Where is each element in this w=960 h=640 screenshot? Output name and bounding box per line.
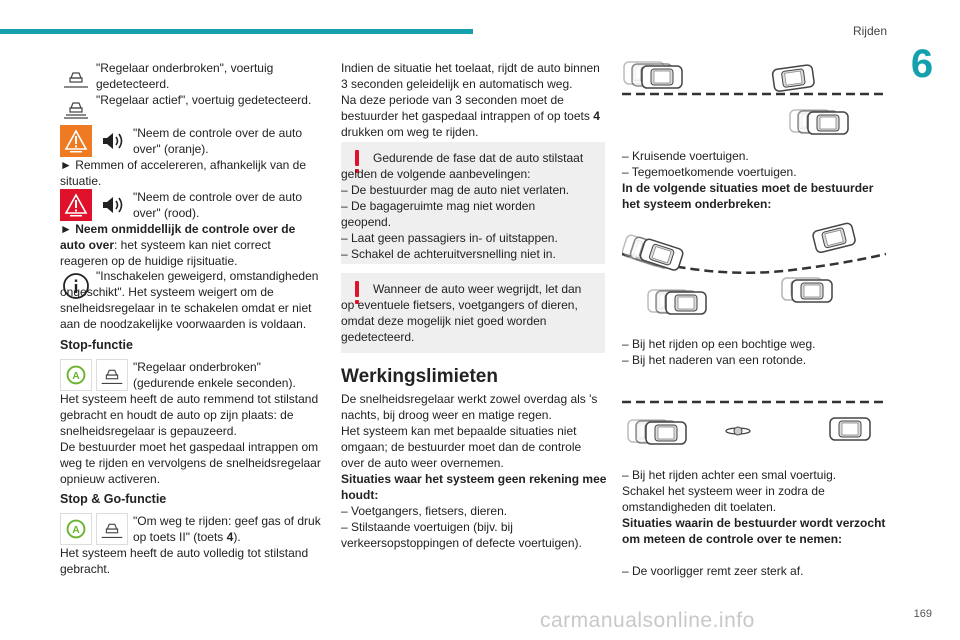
text-stop-icon: "Regelaar onderbroken" (gedurende enkele seconden). xyxy=(133,360,296,390)
text-immediate-rest: : het systeem kan niet correct reageren op de huidige rijsituatie. xyxy=(60,238,271,268)
svg-text:A: A xyxy=(72,525,80,537)
vehicle-icon xyxy=(96,359,128,391)
text-stopgo-body: Het systeem heeft de auto volledig tot stilstand gebracht. xyxy=(60,546,309,576)
text-stop-body: Het systeem heeft de auto remmend tot stilstand gebracht en houdt de auto op zijn plaats: de snelheidsregelaar is gepauzeerd. De bestuurder moet het gaspedaal intrappen om weg te rijden en vervolgens de snelheidsregelaar opnieuw activeren. xyxy=(60,392,321,486)
text-immediate-bold: ► Neem onmiddellijk de controle over de auto over xyxy=(60,222,296,252)
text-intro-b: drukken om weg te rijden. xyxy=(341,125,479,139)
text-stopgo-b: ). xyxy=(233,530,241,544)
vehicle-icon xyxy=(96,513,128,545)
page-number: 169 xyxy=(913,608,932,620)
note-box xyxy=(341,142,605,264)
text-limits-body: De snelheidsregelaar werkt zowel overdag als 's nachts, bij droog weer en matige regen. Het systeem kan met bepaalde situaties niet omgaan; de bestuurder moet dan de controle over de auto weer overnemen. xyxy=(341,392,598,470)
header-accent-bar xyxy=(0,29,473,34)
narrow-vehicle-illustration xyxy=(622,392,886,456)
section-title: Rijden xyxy=(852,24,887,38)
text-narrow: – Bij het rijden achter een smal voertuig. Schakel het systeem weer in zodra de omstandigheden dit toelaten. xyxy=(622,468,837,514)
acc-green-icon xyxy=(60,359,92,391)
text-bends: – Bij het rijden op een bochtige weg. – Bij het naderen van een rotonde. xyxy=(622,337,816,367)
speaker-icon xyxy=(96,189,128,221)
text-interrupted-vehicle: "Regelaar onderbroken", voertuig gedetecteerd. xyxy=(96,61,274,91)
text-intro-a: Indien de situatie het toelaat, rijdt de auto binnen 3 seconden geleidelijk en automatisch weg. Na deze periode van 3 seconden moet de bestuurder het gaspedaal intrappen of op toets xyxy=(341,61,600,123)
text-takeover-orange: "Neem de controle over de auto over" (oranje). xyxy=(133,126,303,156)
text-active-vehicle: "Regelaar actief", voertuig gedetecteerd. xyxy=(96,93,312,107)
watermark: carmanualsonline.info xyxy=(540,609,755,632)
stop-heading: Stop-functie xyxy=(60,338,133,352)
warning-red-icon xyxy=(60,189,92,221)
note-cyclists-text: Wanneer de auto weer wegrijdt, let dan op eventuele fietsers, voetgangers of dieren, omdat deze mogelijk niet goed worden gedetecteerd. xyxy=(341,282,582,344)
text-not-detected-list: – Voetgangers, fietsers, dieren. – Stilstaande voertuigen (bijv. bij verkeersopstoppingen of defecte voertuigen). xyxy=(341,504,582,550)
crossing-vehicles-illustration xyxy=(622,56,886,140)
text-brake-accelerate: ► Remmen of accelereren, afhankelijk van de situatie. xyxy=(60,158,306,188)
chapter-number: 6 xyxy=(910,42,934,86)
vehicle-icon xyxy=(60,60,92,92)
takeover-heading: Situaties waarin de bestuurder wordt verzocht om meteen de controle over te nemen: xyxy=(622,516,886,546)
text-crossing: – Kruisende voertuigen. – Tegemoetkomende voertuigen. xyxy=(622,149,797,179)
limits-heading: Werkingslimieten xyxy=(341,366,498,387)
not-detected-heading: Situaties waar het systeem geen rekening mee houdt: xyxy=(341,472,607,502)
speaker-icon xyxy=(96,125,128,157)
text-intro xyxy=(341,60,607,140)
text-stopgo-icon xyxy=(133,513,323,545)
text-immediate-takeover xyxy=(60,221,322,269)
text-activation-refused: "Inschakelen geweigerd, omstandigheden ongeschikt". Het systeem weigert om de snelheidsregelaar in te schakelen omdat er niet aan de noodzakelijke voorwaarden is voldaan. xyxy=(60,269,319,331)
curved-road-illustration xyxy=(622,220,886,330)
note-box xyxy=(341,273,605,353)
key-4: 4 xyxy=(226,530,234,544)
text-takeover-red: "Neem de controle over de auto over" (rood). xyxy=(133,190,303,220)
warning-orange-icon xyxy=(60,125,92,157)
svg-text:A: A xyxy=(72,371,80,383)
stopgo-heading: Stop & Go-functie xyxy=(60,492,167,506)
interrupt-heading: In de volgende situaties moet de bestuurder het systeem onderbreken: xyxy=(622,181,874,211)
acc-green-icon xyxy=(60,513,92,545)
note-standstill-text: Gedurende de fase dat de auto stilstaat gelden de volgende aanbevelingen: – De bestuurder mag de auto niet verlaten. – De bagageruimte mag niet worden geopend. – Laat geen passagiers in- of uitstappen. – Schakel de achteruitversnelling niet in. xyxy=(341,151,584,261)
vehicle-icon xyxy=(60,92,92,124)
text-stopgo-a: "Om weg te rijden: geef gas of druk op toets II" (toets xyxy=(133,514,321,544)
key-4: 4 xyxy=(593,109,600,123)
text-braking: – De voorligger remt zeer sterk af. xyxy=(622,564,804,578)
